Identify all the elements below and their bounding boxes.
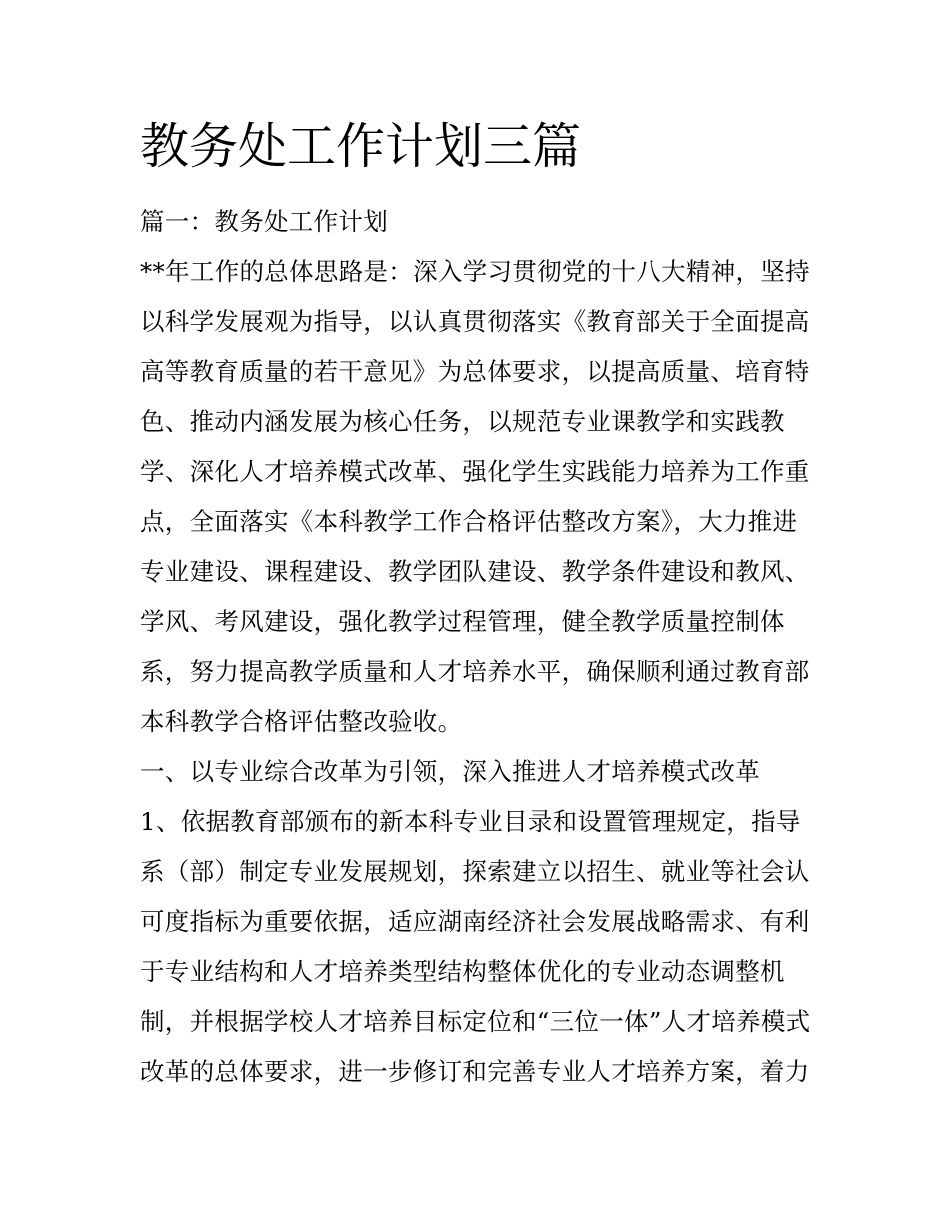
- paragraph-line: 学风、考风建设，强化教学过程管理，健全教学质量控制体: [140, 607, 785, 636]
- subsection-heading: 一、以专业综合改革为引领，深入推进人才培养模式改革: [140, 757, 760, 786]
- document-title: 教务处工作计划三篇: [140, 118, 582, 175]
- paragraph-line: 1、依据教育部颁布的新本科专业目录和设置管理规定，指导: [140, 807, 801, 836]
- paragraph-line: 改革的总体要求，进一步修订和完善专业人才培养方案，着力: [140, 1057, 810, 1086]
- paragraph-line: 学、深化人才培养模式改革、强化学生实践能力培养为工作重: [140, 457, 810, 486]
- paragraph-line: 高等教育质量的若干意见》为总体要求，以提高质量、培育特: [140, 357, 810, 386]
- paragraph-line: 本科教学合格评估整改验收。: [140, 707, 463, 736]
- paragraph-line: 于专业结构和人才培养类型结构整体优化的专业动态调整机: [140, 957, 785, 986]
- paragraph-line: 以科学发展观为指导，以认真贯彻落实《教育部关于全面提高: [140, 307, 810, 336]
- paragraph-line: 可度指标为重要依据，适应湖南经济社会发展战略需求、有利: [140, 907, 810, 936]
- paragraph-line: 点，全面落实《本科教学工作合格评估整改方案》，大力推进: [140, 507, 798, 536]
- section-heading: 篇一：教务处工作计划: [140, 207, 388, 236]
- paragraph-line: 系（部）制定专业发展规划，探索建立以招生、就业等社会认: [140, 857, 810, 886]
- paragraph-line: 制，并根据学校人才培养目标定位和“三位一体”人才培养模式: [140, 1007, 811, 1036]
- paragraph-line: 系，努力提高教学质量和人才培养水平，确保顺利通过教育部: [140, 657, 810, 686]
- paragraph-line: 专业建设、课程建设、教学团队建设、教学条件建设和教风、: [140, 557, 810, 586]
- paragraph-line: 色、推动内涵发展为核心任务，以规范专业课教学和实践教: [140, 407, 785, 436]
- paragraph-line: **年工作的总体思路是：深入学习贯彻党的十八大精神，坚持: [140, 257, 810, 286]
